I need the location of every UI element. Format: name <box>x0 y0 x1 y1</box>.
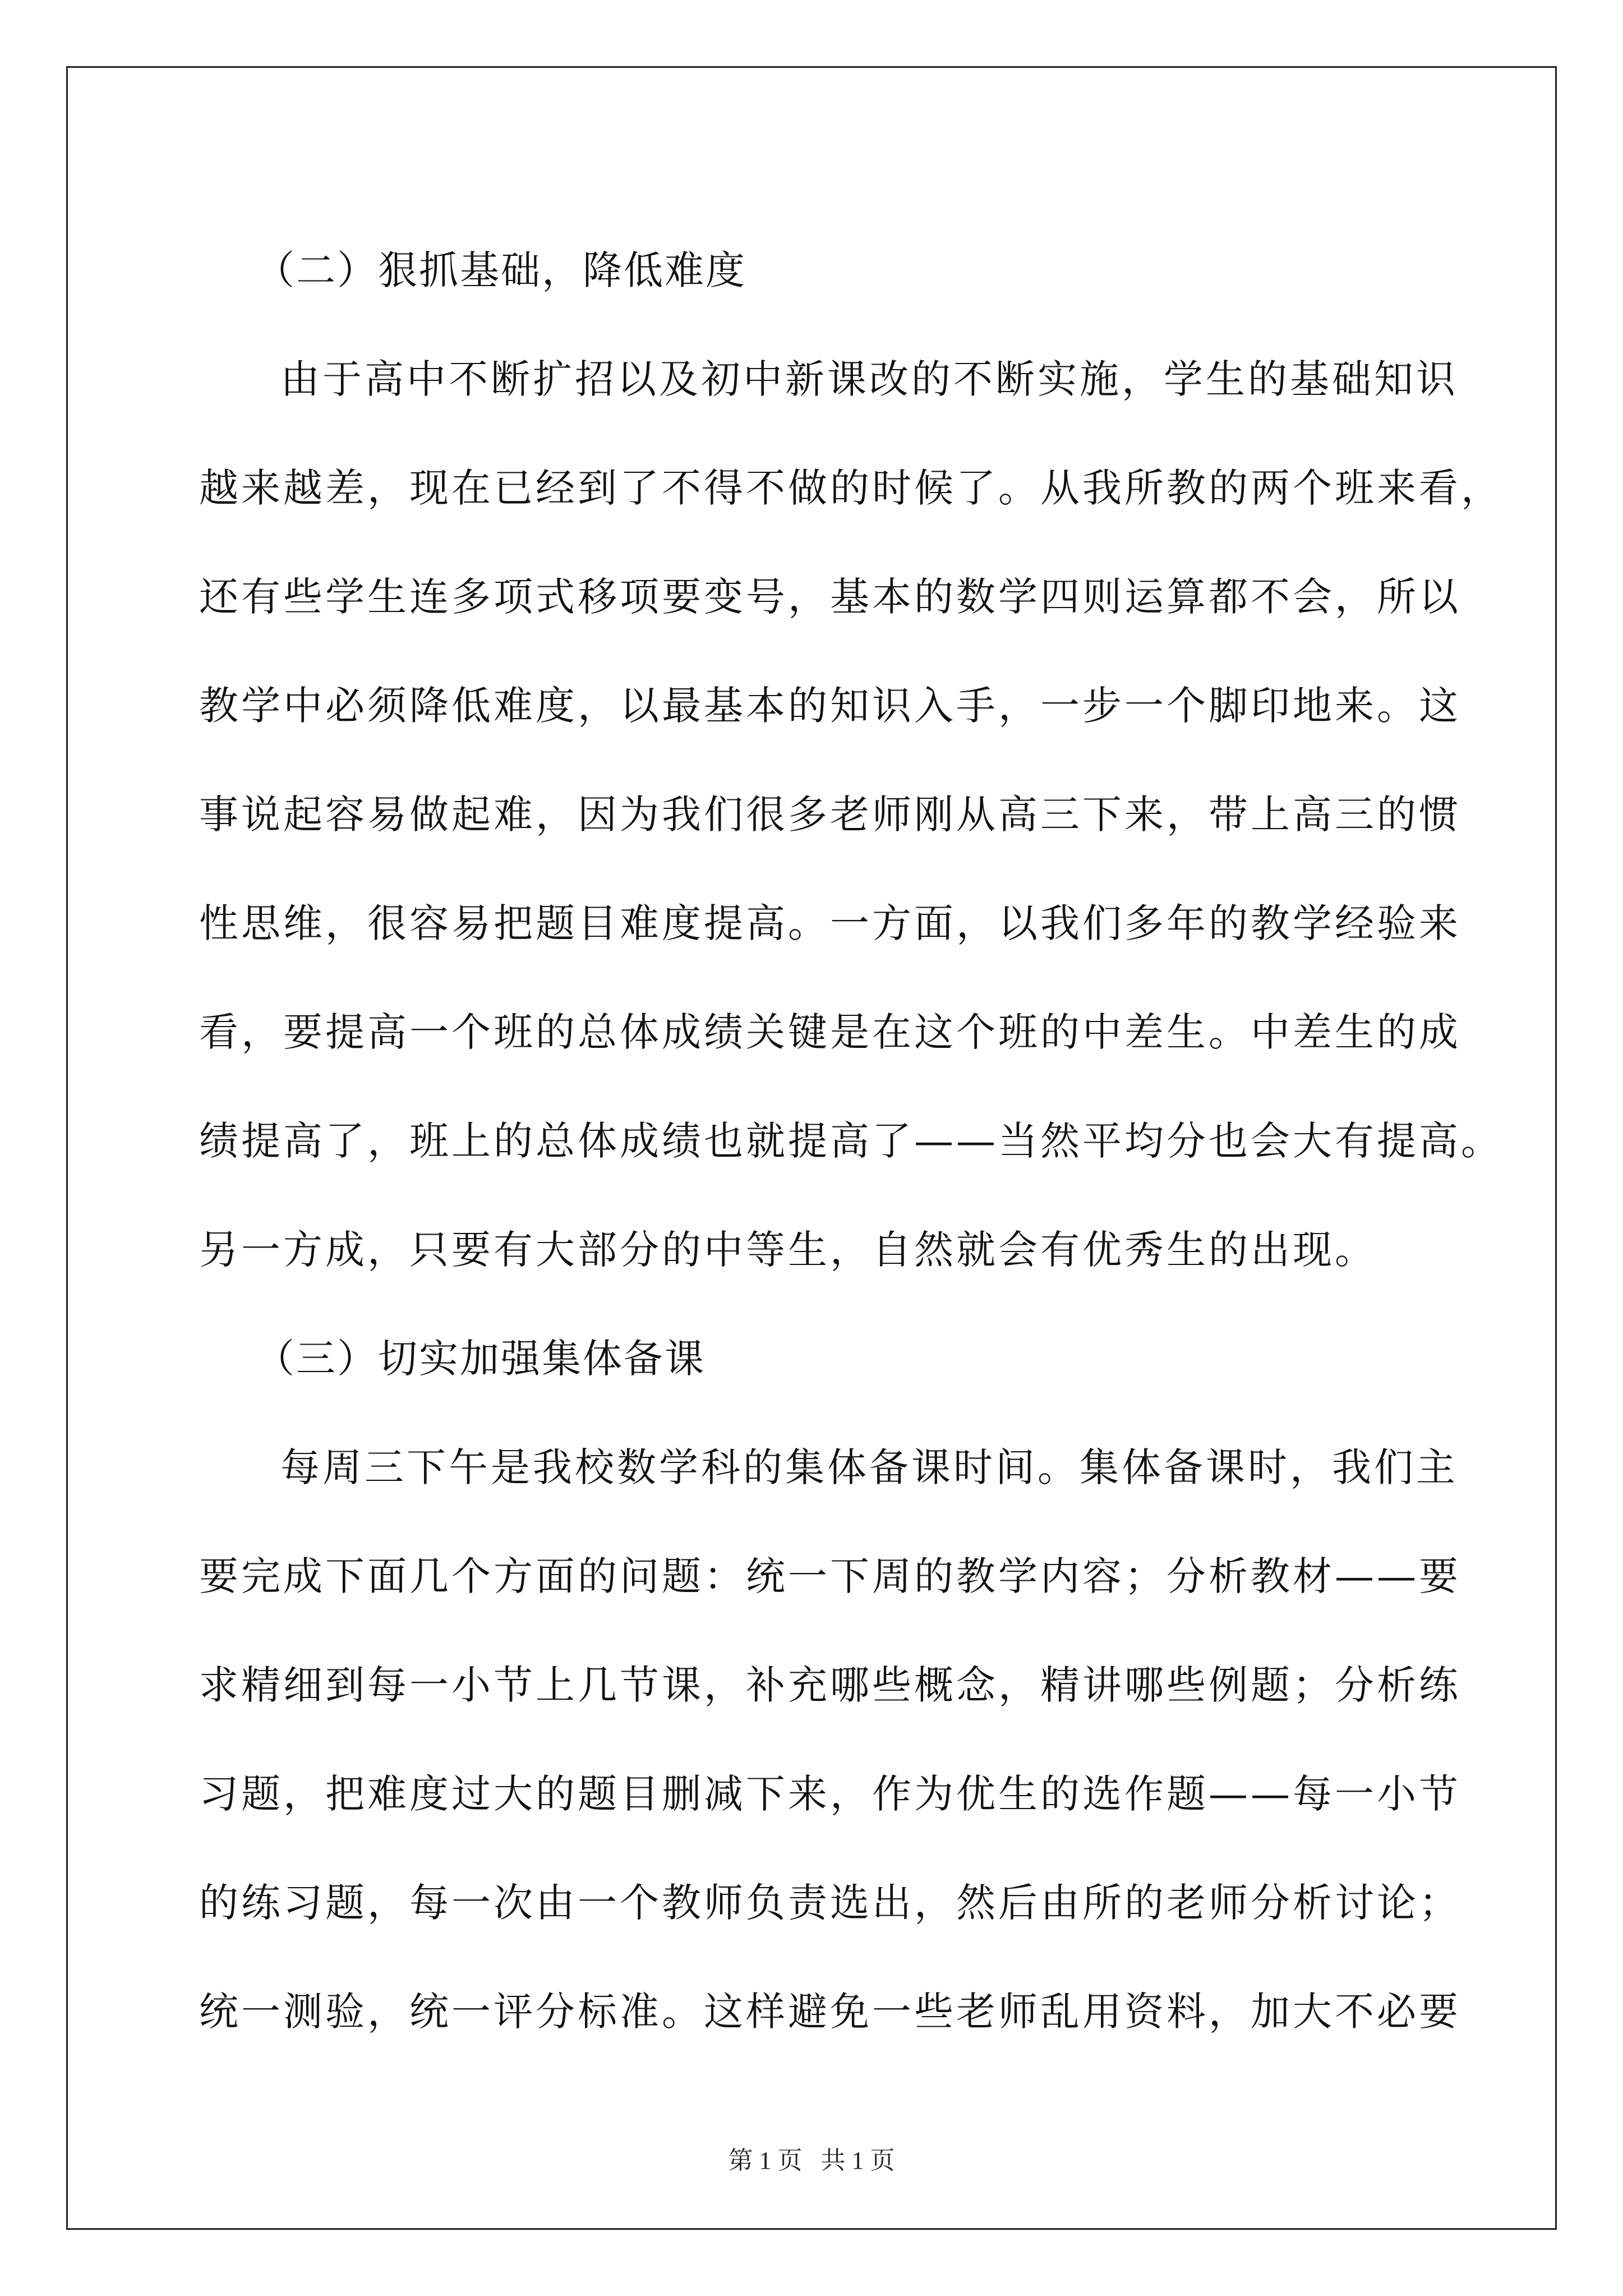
paragraph-basics <box>199 325 1503 1304</box>
text-line: 由于高中不断扩招以及初中新课改的不断实施，学生的基础知识 <box>280 356 1458 402</box>
text-line: 求精细到每一小节上几节课，补充哪些概念，精讲哪些例题；分析练 <box>199 1662 1461 1708</box>
text-line: 统一测验，统一评分标准。这样避免一些老师乱用资料，加大不必要 <box>199 1989 1461 2035</box>
text-line: 性思维，很容易把题目难度提高。一方面，以我们多年的教学经验来 <box>199 900 1461 946</box>
section-heading-2: （二）狠抓基础，降低难度 <box>255 247 746 293</box>
paragraph-collective-prep <box>199 1413 1461 2066</box>
text-line: 绩提高了，班上的总体成绩也就提高了——当然平均分也会大有提高。 <box>199 1118 1503 1164</box>
text-line: 教学中必须降低难度，以最基本的知识入手，一步一个脚印地来。这 <box>199 683 1461 729</box>
text-line: 看，要提高一个班的总体成绩关键是在这个班的中差生。中差生的成 <box>199 1009 1461 1055</box>
text-line: 越来越差，现在已经到了不得不做的时候了。从我所教的两个班来看， <box>199 465 1503 511</box>
text-line: 事说起容易做起难，因为我们很多老师刚从高三下来，带上高三的惯 <box>199 792 1461 838</box>
text-line: 要完成下面几个方面的问题：统一下周的教学内容；分析教材——要 <box>199 1553 1461 1599</box>
text-line: 的练习题，每一次由一个教师负责选出，然后由所的老师分析讨论； <box>199 1880 1461 1926</box>
text-line: 每周三下午是我校数学科的集体备课时间。集体备课时，我们主 <box>280 1444 1458 1490</box>
text-line: 另一方成，只要有大部分的中等生，自然就会有优秀生的出现。 <box>199 1227 1377 1273</box>
section-heading-3: （三）切实加强集体备课 <box>255 1336 706 1382</box>
document-body <box>199 216 1503 2066</box>
page-footer: 第 1 页 共 1 页 <box>728 2147 895 2174</box>
text-line: 习题，把难度过大的题目删减下来，作为优生的选作题——每一小节 <box>199 1771 1461 1817</box>
text-line: 还有些学生连多项式移项要变号，基本的数学四则运算都不会，所以 <box>199 574 1461 620</box>
